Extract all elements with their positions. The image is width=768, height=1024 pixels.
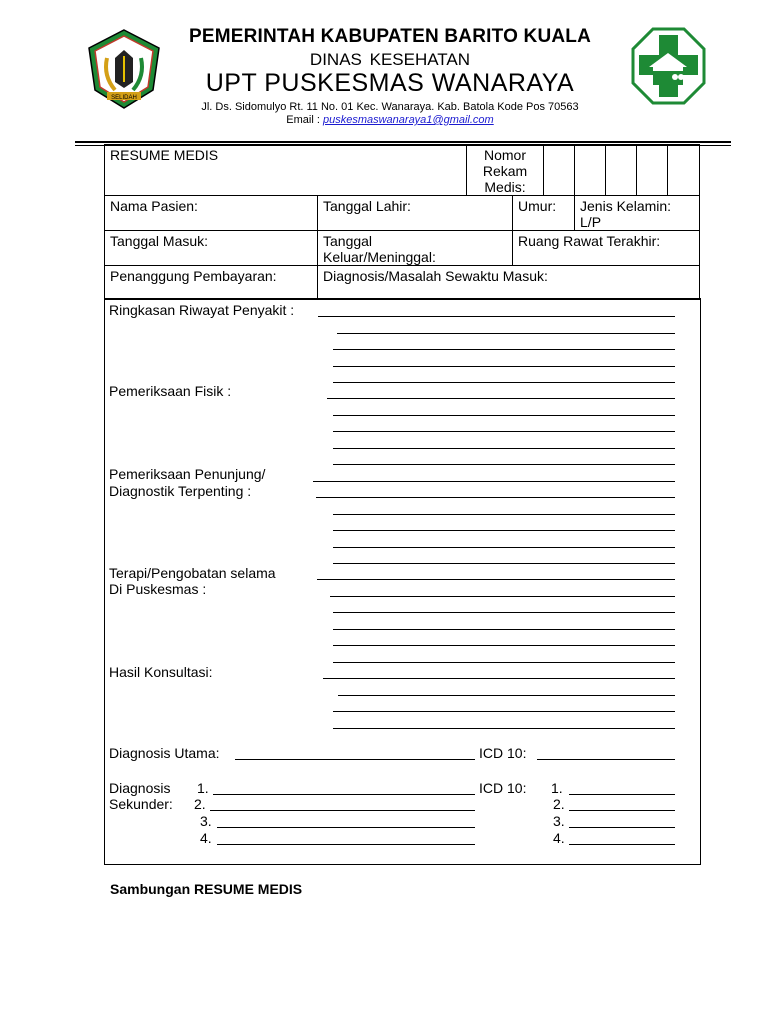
terapi-line[interactable] bbox=[317, 579, 675, 580]
nama-pasien-cell[interactable]: Nama Pasien: bbox=[105, 196, 318, 231]
diagnosis-utama-line[interactable] bbox=[235, 759, 475, 760]
ringkasan-label: Ringkasan Riwayat Penyakit : bbox=[109, 302, 295, 318]
ringkasan-line[interactable] bbox=[333, 382, 675, 383]
logo-text: SELIDAH bbox=[111, 95, 137, 101]
pemeriksaan-fisik-label: Pemeriksaan Fisik : bbox=[109, 383, 232, 399]
sekunder-number: 4. bbox=[200, 830, 212, 846]
penunjang-line[interactable] bbox=[333, 530, 675, 531]
header-department: DINAS KESEHATAN bbox=[309, 50, 471, 69]
icd-sekunder-line[interactable] bbox=[569, 827, 675, 828]
diagnosis-sekunder-label-2: Sekunder: bbox=[109, 796, 173, 812]
umur-cell[interactable]: Umur: bbox=[513, 196, 575, 231]
terapi-line[interactable] bbox=[333, 612, 675, 613]
sekunder-number: 2. bbox=[194, 796, 206, 812]
tanggal-keluar-label: Tanggal Keluar/Meninggal: bbox=[323, 233, 436, 265]
konsultasi-line[interactable] bbox=[333, 728, 675, 729]
icd-sekunder-line[interactable] bbox=[569, 794, 675, 795]
terapi-line[interactable] bbox=[330, 596, 675, 597]
terapi-label-1: Terapi/Pengobatan selama bbox=[109, 565, 276, 581]
icd-number: 3. bbox=[553, 813, 565, 829]
email-label: Email : bbox=[286, 114, 323, 126]
ringkasan-line[interactable] bbox=[318, 316, 675, 317]
ruang-rawat-cell[interactable]: Ruang Rawat Terakhir: bbox=[513, 231, 700, 266]
resume-title-cell: RESUME MEDIS bbox=[105, 145, 467, 196]
ringkasan-line[interactable] bbox=[333, 349, 675, 350]
header-address: Jl. Ds. Sidomulyo Rt. 11 No. 01 Kec. Wanaraya. Kab. Batola Kode Pos 70563 bbox=[201, 101, 579, 113]
tanggal-lahir-cell[interactable]: Tanggal Lahir: bbox=[318, 196, 513, 231]
icd10-sekunder-label: ICD 10: bbox=[479, 780, 527, 796]
rm-digit-box[interactable] bbox=[606, 145, 637, 196]
sekunder-line[interactable] bbox=[210, 810, 475, 811]
penunjang-line[interactable] bbox=[333, 514, 675, 515]
sekunder-line[interactable] bbox=[217, 844, 475, 845]
konsultasi-label: Hasil Konsultasi: bbox=[109, 664, 213, 680]
rm-digit-box[interactable] bbox=[637, 145, 668, 196]
penunjang-line[interactable] bbox=[333, 547, 675, 548]
penunjang-line[interactable] bbox=[333, 563, 675, 564]
header-institution: UPT PUSKESMAS WANARAYA bbox=[205, 69, 575, 97]
penunjang-label-1: Pemeriksaan Penunjung/ bbox=[109, 466, 266, 482]
terapi-label-2: Di Puskesmas : bbox=[109, 581, 207, 597]
icd10-label: ICD 10: bbox=[479, 745, 527, 761]
patient-info-table bbox=[104, 144, 700, 300]
tanggal-keluar-cell[interactable] bbox=[318, 231, 513, 266]
konsultasi-line[interactable] bbox=[338, 695, 675, 696]
kabupaten-logo bbox=[85, 28, 163, 110]
terapi-line[interactable] bbox=[333, 662, 675, 663]
penunjang-label-2: Diagnostik Terpenting : bbox=[109, 483, 252, 499]
icd-number: 1. bbox=[551, 780, 563, 796]
sambungan-heading: Sambungan RESUME MEDIS bbox=[110, 881, 303, 897]
penanggung-cell[interactable]: Penanggung Pembayaran: bbox=[105, 266, 318, 300]
tanggal-masuk-cell[interactable]: Tanggal Masuk: bbox=[105, 231, 318, 266]
fisik-line[interactable] bbox=[333, 464, 675, 465]
email-link[interactable]: puskesmaswanaraya1@gmail.com bbox=[322, 114, 494, 126]
sekunder-line[interactable] bbox=[213, 794, 475, 795]
fisik-line[interactable] bbox=[327, 398, 675, 399]
nomor-rekam-label: Nomor Rekam Medis: bbox=[467, 145, 544, 196]
icd10-utama-line[interactable] bbox=[537, 759, 675, 760]
penunjang-line[interactable] bbox=[316, 497, 675, 498]
header-government: PEMERINTAH KABUPATEN BARITO KUALA bbox=[188, 26, 592, 47]
diagnosis-utama-label: Diagnosis Utama: bbox=[109, 745, 220, 761]
diagnosis-sekunder-label-1: Diagnosis bbox=[109, 780, 171, 796]
sekunder-number: 1. bbox=[197, 780, 209, 796]
diagnosis-masuk-cell[interactable]: Diagnosis/Masalah Sewaktu Masuk: bbox=[318, 266, 700, 300]
rm-digit-box[interactable] bbox=[575, 145, 606, 196]
icd-sekunder-line[interactable] bbox=[569, 810, 675, 811]
rm-digit-box[interactable] bbox=[668, 145, 700, 196]
fisik-line[interactable] bbox=[333, 415, 675, 416]
terapi-line[interactable] bbox=[333, 629, 675, 630]
sekunder-number: 3. bbox=[200, 813, 212, 829]
terapi-line[interactable] bbox=[333, 645, 675, 646]
jenis-kelamin-cell[interactable]: Jenis Kelamin: L/P bbox=[575, 196, 700, 231]
puskesmas-logo bbox=[631, 27, 706, 105]
penunjang-line[interactable] bbox=[313, 481, 675, 482]
rm-digit-box[interactable] bbox=[544, 145, 575, 196]
header-rule-thick bbox=[75, 141, 731, 143]
icd-sekunder-line[interactable] bbox=[569, 844, 675, 845]
ringkasan-line[interactable] bbox=[333, 366, 675, 367]
icd-number: 4. bbox=[553, 830, 565, 846]
fisik-line[interactable] bbox=[333, 448, 675, 449]
icd-number: 2. bbox=[553, 796, 565, 812]
ringkasan-line[interactable] bbox=[337, 333, 675, 334]
header-email-line bbox=[170, 114, 610, 126]
konsultasi-line[interactable] bbox=[323, 678, 675, 679]
fisik-line[interactable] bbox=[333, 431, 675, 432]
sekunder-line[interactable] bbox=[217, 827, 475, 828]
konsultasi-line[interactable] bbox=[333, 711, 675, 712]
